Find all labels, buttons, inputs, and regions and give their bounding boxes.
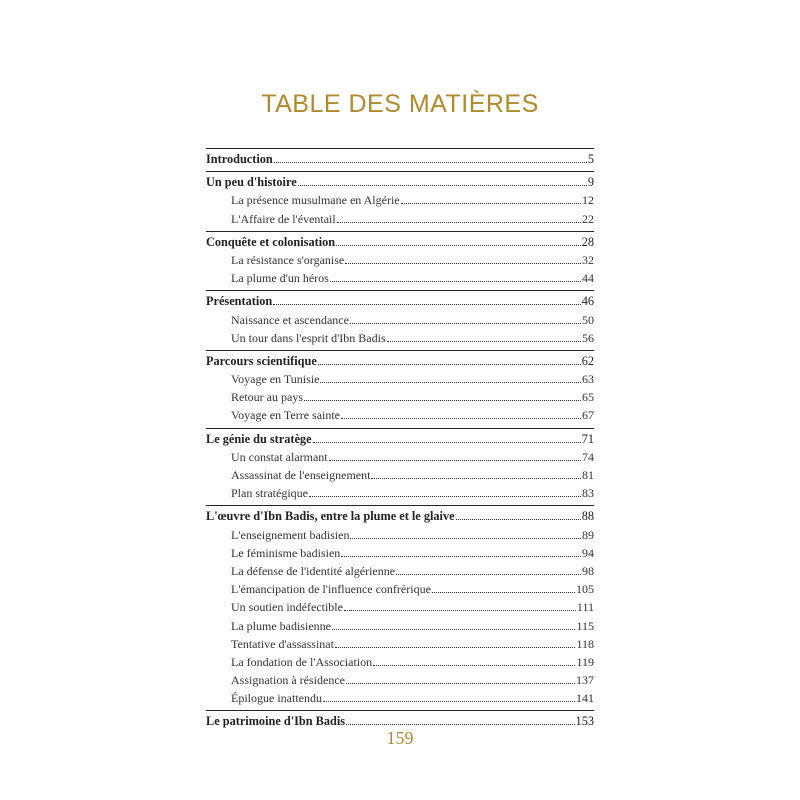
dot-leader bbox=[341, 418, 581, 419]
dot-leader bbox=[346, 724, 574, 725]
toc-entry-page: 44 bbox=[582, 271, 594, 286]
toc-entry-page: 94 bbox=[582, 545, 594, 560]
toc-entry-title: Un peu d'histoire bbox=[206, 175, 297, 190]
toc-entry-page: 62 bbox=[581, 353, 594, 368]
dot-leader bbox=[337, 222, 581, 223]
toc-entry-page: 153 bbox=[575, 714, 594, 729]
toc-entry-page: 119 bbox=[576, 654, 594, 669]
toc-entry-page: 88 bbox=[581, 509, 594, 524]
toc-entry-title: Un soutien indéfectible bbox=[231, 600, 343, 615]
toc-entry-page: 71 bbox=[581, 431, 594, 446]
dot-leader bbox=[332, 629, 575, 630]
toc-subentry[interactable] bbox=[206, 466, 594, 484]
dot-leader bbox=[345, 263, 581, 264]
dot-leader bbox=[344, 610, 576, 611]
toc-entry-title: Assignation à résidence bbox=[231, 673, 345, 688]
toc-subentry[interactable] bbox=[206, 562, 594, 580]
dot-leader bbox=[318, 364, 581, 365]
toc-entry-page: 111 bbox=[576, 600, 594, 615]
toc-entry-page: 98 bbox=[582, 563, 594, 578]
toc-subentry[interactable] bbox=[206, 689, 594, 707]
toc-entry-title: La fondation de l'Association bbox=[231, 654, 373, 669]
toc-entry-title: Conquête et colonisation bbox=[206, 234, 336, 249]
toc-entry-page: 56 bbox=[582, 330, 594, 345]
toc-entry-page: 141 bbox=[576, 691, 594, 706]
toc-chapter-entry[interactable] bbox=[206, 352, 594, 370]
toc-section bbox=[206, 428, 594, 506]
dot-leader bbox=[323, 701, 575, 702]
toc-entry-title: La présence musulmane en Algérie bbox=[231, 193, 400, 208]
toc-chapter-entry[interactable] bbox=[206, 233, 594, 251]
dot-leader bbox=[304, 400, 581, 401]
toc-subentry[interactable] bbox=[206, 580, 594, 598]
toc-section bbox=[206, 350, 594, 428]
toc-entry-title: Un tour dans l'esprit d'Ibn Badis bbox=[231, 330, 386, 345]
toc-entry-page: 5 bbox=[587, 152, 594, 166]
toc-entry-title: Naissance et ascendance bbox=[231, 312, 349, 327]
toc-entry-title: Le féminisme badisien bbox=[231, 545, 341, 560]
dot-leader bbox=[330, 281, 581, 282]
toc-entry-page: 74 bbox=[582, 449, 594, 464]
toc-section bbox=[206, 290, 594, 350]
toc-subentry[interactable] bbox=[206, 526, 594, 544]
toc-subentry[interactable] bbox=[206, 210, 594, 228]
toc-section bbox=[206, 171, 594, 231]
toc-entry-page: 105 bbox=[576, 582, 594, 597]
toc-entry-page: 46 bbox=[581, 294, 594, 309]
page-number: 159 bbox=[386, 728, 414, 748]
toc-entry-page: 63 bbox=[582, 372, 594, 387]
dot-leader bbox=[350, 323, 581, 324]
toc-entry-title: Un constat alarmant bbox=[231, 449, 328, 464]
dot-leader bbox=[350, 538, 581, 539]
toc-subentry[interactable] bbox=[206, 544, 594, 562]
dot-leader bbox=[274, 162, 587, 163]
toc-entry-page: 65 bbox=[582, 390, 594, 405]
toc-entry-page: 115 bbox=[576, 618, 594, 633]
toc-subentry[interactable] bbox=[206, 448, 594, 466]
toc-section bbox=[206, 505, 594, 710]
dot-leader bbox=[432, 592, 575, 593]
toc-entry-title: Présentation bbox=[206, 294, 273, 309]
toc-entry-title: La défense de l'identité algérienne bbox=[231, 563, 396, 578]
toc-section bbox=[206, 231, 594, 291]
toc-entry-title: L'œuvre d'Ibn Badis, entre la plume et le glaive bbox=[206, 509, 455, 524]
dot-leader bbox=[371, 478, 581, 479]
toc-entry-page: 81 bbox=[582, 468, 594, 482]
toc-entry-title: Le génie du stratège bbox=[206, 431, 312, 446]
toc-chapter-entry[interactable] bbox=[206, 507, 594, 525]
toc-entry-title: Assassinat de l'enseignement bbox=[231, 468, 371, 482]
toc-entry-title: Introduction bbox=[206, 152, 273, 166]
dot-leader bbox=[387, 341, 581, 342]
toc-entry-page: 50 bbox=[582, 312, 594, 327]
toc-entry-title: Retour au pays bbox=[231, 390, 303, 405]
toc-subentry[interactable] bbox=[206, 251, 594, 269]
dot-leader bbox=[401, 203, 581, 204]
toc-entry-title: La plume badisienne bbox=[231, 618, 331, 633]
dot-leader bbox=[346, 683, 575, 684]
toc-entry-page: 32 bbox=[582, 252, 594, 267]
toc-subentry[interactable] bbox=[206, 635, 594, 653]
toc-entry-title: Le patrimoine d'Ibn Badis bbox=[206, 714, 346, 729]
toc-entry-page: 9 bbox=[587, 175, 594, 190]
toc-entry-page: 137 bbox=[576, 673, 594, 688]
toc-subentry[interactable] bbox=[206, 311, 594, 329]
dot-leader bbox=[313, 442, 581, 443]
toc-chapter-entry[interactable] bbox=[206, 430, 594, 448]
toc-subentry[interactable] bbox=[206, 191, 594, 209]
toc-subentry[interactable] bbox=[206, 406, 594, 424]
dot-leader bbox=[329, 460, 581, 461]
toc-entry-page: 12 bbox=[582, 193, 594, 208]
toc-entry-title: Parcours scientifique bbox=[206, 353, 317, 368]
toc-subentry[interactable] bbox=[206, 388, 594, 406]
toc-subentry[interactable] bbox=[206, 269, 594, 287]
toc-entry-title: L'enseignement badisien bbox=[231, 527, 350, 542]
toc-entry-page: 28 bbox=[581, 234, 594, 249]
toc-entry-page: 83 bbox=[582, 486, 594, 501]
toc-entry-title: Épilogue inattendu bbox=[231, 691, 322, 706]
toc-entry-title: Voyage en Terre sainte bbox=[231, 408, 341, 423]
toc-entry-title: Voyage en Tunisie bbox=[231, 372, 320, 387]
page-title: TABLE DES MATIÈRES bbox=[261, 90, 539, 118]
toc-entry-title: Plan stratégique bbox=[231, 486, 308, 501]
dot-leader bbox=[456, 519, 581, 520]
toc-subentry[interactable] bbox=[206, 329, 594, 347]
toc-entry-page: 22 bbox=[582, 211, 594, 226]
toc-subentry[interactable] bbox=[206, 598, 594, 616]
dot-leader bbox=[396, 574, 581, 575]
toc-entry-title: L'émancipation de l'influence confrérique bbox=[231, 582, 431, 597]
toc-entry-page: 67 bbox=[582, 408, 594, 423]
toc-subentry[interactable] bbox=[206, 370, 594, 388]
toc-subentry[interactable] bbox=[206, 484, 594, 502]
toc-chapter-entry[interactable] bbox=[206, 150, 594, 168]
toc-subentry[interactable] bbox=[206, 671, 594, 689]
toc-subentry[interactable] bbox=[206, 617, 594, 635]
dot-leader bbox=[335, 647, 575, 648]
toc-entry-title: L'Affaire de l'éventail bbox=[231, 211, 336, 226]
toc-entry-title: Tentative d'assassinat bbox=[231, 636, 334, 651]
dot-leader bbox=[336, 245, 581, 246]
toc-entry-title: La plume d'un héros bbox=[231, 271, 329, 286]
toc-chapter-entry[interactable] bbox=[206, 292, 594, 310]
toc-chapter-entry[interactable] bbox=[206, 173, 594, 191]
toc-entry-page: 118 bbox=[576, 636, 594, 651]
dot-leader bbox=[309, 496, 581, 497]
dot-leader bbox=[320, 382, 581, 383]
toc-subentry[interactable] bbox=[206, 653, 594, 671]
table-of-contents bbox=[206, 148, 594, 734]
toc-section bbox=[206, 148, 594, 171]
toc-entry-title: La résistance s'organise bbox=[231, 252, 345, 267]
dot-leader bbox=[341, 556, 581, 557]
dot-leader bbox=[273, 304, 580, 305]
toc-entry-page: 89 bbox=[582, 527, 594, 542]
dot-leader bbox=[298, 185, 587, 186]
dot-leader bbox=[373, 665, 575, 666]
